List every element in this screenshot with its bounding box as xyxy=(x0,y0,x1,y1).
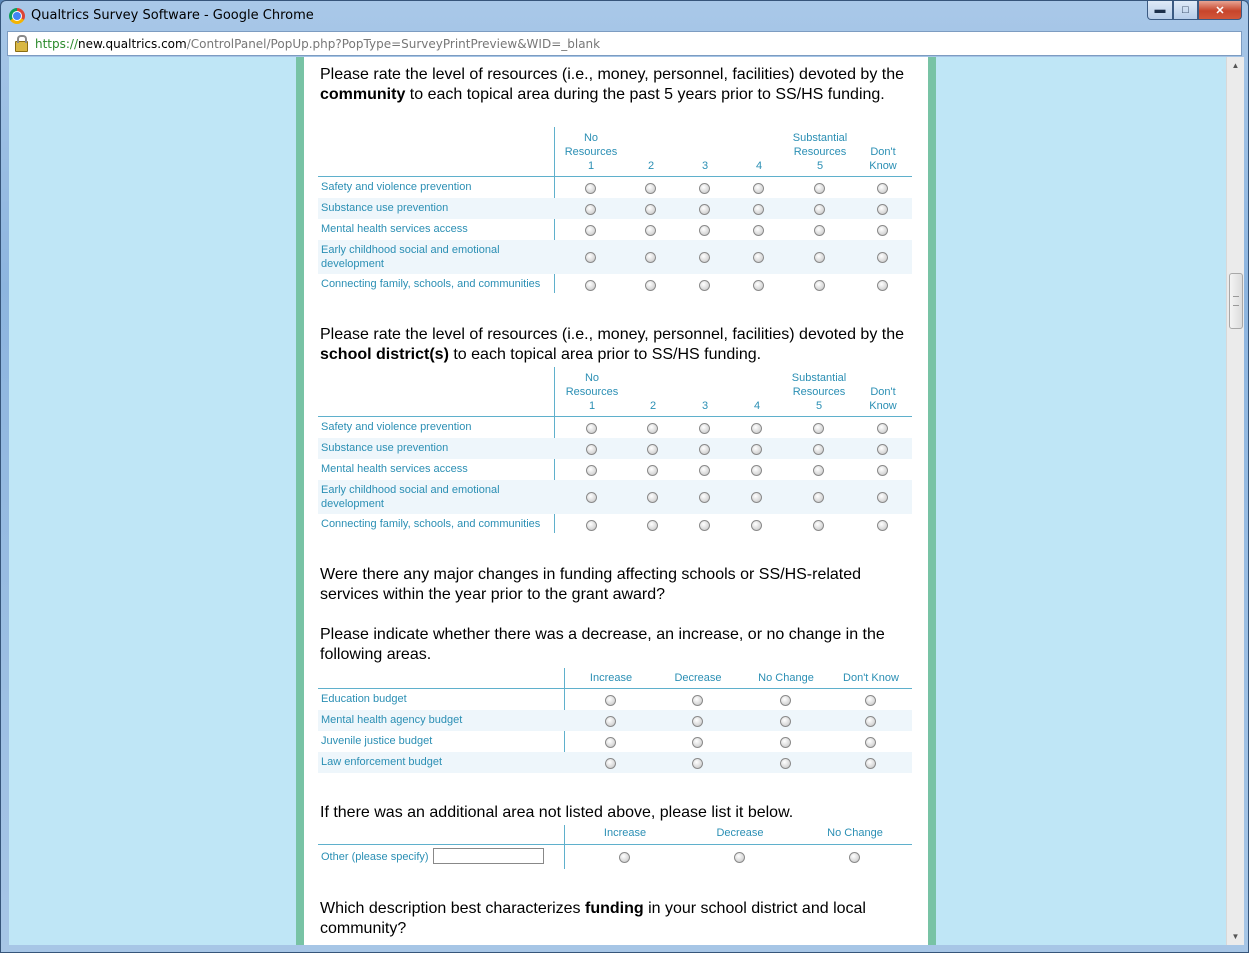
radio-button[interactable] xyxy=(647,492,658,503)
column-header-line: 3 xyxy=(701,400,709,412)
radio-button[interactable] xyxy=(645,252,656,263)
table-row xyxy=(318,198,912,219)
row-label: Other (please specify) xyxy=(321,851,429,863)
row-label xyxy=(321,441,448,455)
radio-button[interactable] xyxy=(753,225,764,236)
radio-button[interactable] xyxy=(865,758,876,769)
column-header-line: Increase xyxy=(589,672,633,684)
column-header-line: Know xyxy=(869,160,897,172)
row-label-line: development xyxy=(321,258,384,270)
column-header-line: Decrease xyxy=(674,672,722,684)
row-label xyxy=(321,462,468,476)
table-row xyxy=(318,177,912,198)
row-label xyxy=(321,277,540,291)
radio-button[interactable] xyxy=(877,423,888,434)
table-row xyxy=(318,274,912,295)
radio-button[interactable] xyxy=(605,695,616,706)
column-header-line: Resources xyxy=(792,386,846,398)
radio-button[interactable] xyxy=(877,492,888,503)
table-row xyxy=(318,459,912,480)
radio-button[interactable] xyxy=(645,225,656,236)
column-header-line: Resources xyxy=(564,146,618,158)
radio-button[interactable] xyxy=(813,465,824,476)
row-label xyxy=(321,713,462,727)
row-label-line: Education budget xyxy=(321,693,407,705)
row-label xyxy=(321,734,432,748)
radio-button[interactable] xyxy=(699,444,710,455)
radio-button[interactable] xyxy=(813,423,824,434)
radio-button[interactable] xyxy=(692,737,703,748)
table-row xyxy=(318,480,912,514)
column-header-line: 2 xyxy=(649,400,657,412)
column-header-line: Substantial xyxy=(792,132,848,144)
table-row xyxy=(318,417,912,438)
radio-button[interactable] xyxy=(734,852,745,863)
radio-button[interactable] xyxy=(780,758,791,769)
column-header-line: No xyxy=(584,372,600,384)
question-funding-changes: Were there any major changes in funding affecting schools or SS/HS-related services within the year prior to the grant award? xyxy=(320,566,862,603)
column-header-line: Resources xyxy=(565,386,619,398)
row-label xyxy=(321,243,500,271)
row-label-line: Safety and violence prevention xyxy=(321,181,472,193)
radio-button[interactable] xyxy=(647,465,658,476)
url-host: new.qualtrics.com xyxy=(78,37,187,51)
radio-button[interactable] xyxy=(865,737,876,748)
row-label-line: Early childhood social and emotional xyxy=(321,484,500,496)
close-button[interactable] xyxy=(1198,1,1242,20)
url-scheme: https:// xyxy=(35,37,79,51)
radio-button[interactable] xyxy=(585,280,596,291)
question-budget-changes: Please indicate whether there was a decrease, an increase, or no change in the following areas. xyxy=(320,626,885,663)
radio-button[interactable] xyxy=(753,183,764,194)
radio-button[interactable] xyxy=(849,852,860,863)
other-specify-input[interactable] xyxy=(433,848,544,864)
radio-button[interactable] xyxy=(814,204,825,215)
radio-button[interactable] xyxy=(753,204,764,215)
radio-button[interactable] xyxy=(751,492,762,503)
radio-button[interactable] xyxy=(814,183,825,194)
radio-button[interactable] xyxy=(699,225,710,236)
question-additional-area: If there was an additional area not listed above, please list it below. xyxy=(320,804,794,821)
radio-button[interactable] xyxy=(692,758,703,769)
radio-button[interactable] xyxy=(699,423,710,434)
radio-button[interactable] xyxy=(647,423,658,434)
column-header: Decrease xyxy=(716,827,764,839)
table-row xyxy=(318,710,912,731)
minimize-button[interactable] xyxy=(1147,1,1173,20)
radio-button[interactable] xyxy=(585,225,596,236)
radio-button[interactable] xyxy=(586,465,597,476)
scroll-down-icon[interactable]: ▼ xyxy=(1231,932,1240,941)
table-row xyxy=(318,845,912,869)
table-row xyxy=(318,689,912,710)
chrome-logo-icon xyxy=(9,8,25,24)
radio-button[interactable] xyxy=(780,737,791,748)
radio-button[interactable] xyxy=(586,492,597,503)
radio-button[interactable] xyxy=(647,444,658,455)
radio-button[interactable] xyxy=(586,520,597,531)
window-controls xyxy=(1147,1,1242,21)
radio-button[interactable] xyxy=(813,492,824,503)
matrix-additional-area xyxy=(318,825,912,869)
radio-button[interactable] xyxy=(877,465,888,476)
table-row xyxy=(318,731,912,752)
radio-button[interactable] xyxy=(699,183,710,194)
radio-button[interactable] xyxy=(780,716,791,727)
radio-button[interactable] xyxy=(692,695,703,706)
matrix-community-resources xyxy=(318,127,912,293)
column-header-line: No xyxy=(583,132,599,144)
column-header-line: Don't xyxy=(870,146,896,158)
radio-button[interactable] xyxy=(586,444,597,455)
radio-button[interactable] xyxy=(753,280,764,291)
row-label xyxy=(321,180,471,194)
column-header-line: Don't xyxy=(870,386,896,398)
row-label-line: Law enforcement budget xyxy=(321,756,443,768)
radio-button[interactable] xyxy=(605,737,616,748)
radio-button[interactable] xyxy=(699,520,710,531)
row-label xyxy=(321,483,500,511)
table-row xyxy=(318,240,912,274)
page-viewport xyxy=(9,57,1226,945)
radio-button[interactable] xyxy=(585,183,596,194)
column-header-line: 4 xyxy=(753,400,761,412)
row-label xyxy=(321,517,540,531)
column-header-line: Know xyxy=(869,400,897,412)
radio-button[interactable] xyxy=(751,465,762,476)
matrix-district-resources xyxy=(318,367,912,533)
radio-button[interactable] xyxy=(877,204,888,215)
radio-button[interactable] xyxy=(586,423,597,434)
radio-button[interactable] xyxy=(751,423,762,434)
row-label xyxy=(321,420,471,434)
column-header xyxy=(843,385,923,413)
row-label xyxy=(321,692,407,706)
row-label xyxy=(321,201,448,215)
radio-button[interactable] xyxy=(865,716,876,727)
question-community-resources: Please rate the level of resources (i.e., money, personnel, facilities) devoted by the community to each topical area during the past 5 years prior to SS/HS funding. xyxy=(320,66,905,103)
url-text[interactable] xyxy=(35,37,600,51)
radio-button[interactable] xyxy=(605,716,616,727)
column-header-line: Don't Know xyxy=(843,672,899,684)
column-header-line: 4 xyxy=(755,160,763,172)
radio-button[interactable] xyxy=(877,520,888,531)
table-row xyxy=(318,438,912,459)
table-row xyxy=(318,219,912,240)
radio-button[interactable] xyxy=(699,204,710,215)
row-label-line: Connecting family, schools, and communities xyxy=(321,518,541,530)
address-bar[interactable] xyxy=(7,31,1242,56)
radio-button[interactable] xyxy=(877,225,888,236)
radio-button[interactable] xyxy=(813,444,824,455)
column-header-line: 5 xyxy=(816,160,824,172)
radio-button[interactable] xyxy=(645,183,656,194)
radio-button[interactable] xyxy=(877,183,888,194)
column-header: No Change xyxy=(827,827,883,839)
column-header-line: 1 xyxy=(588,400,596,412)
row-label-line: Mental health services access xyxy=(321,463,468,475)
table-row xyxy=(318,514,912,535)
radio-button[interactable] xyxy=(605,758,616,769)
question-funding-description: Which description best characterizes funding in your school district and local community? xyxy=(320,900,866,937)
column-header-line: Resources xyxy=(793,146,847,158)
radio-button[interactable] xyxy=(585,204,596,215)
row-label-line: Substance use prevention xyxy=(321,442,449,454)
column-header xyxy=(746,671,826,685)
question-district-resources: Please rate the level of resources (i.e., money, personnel, facilities) devoted by the school district(s) to each topical area prior to SS/HS funding. xyxy=(320,326,905,363)
radio-button[interactable] xyxy=(751,520,762,531)
matrix-budget-changes xyxy=(318,668,912,772)
row-label-line: Connecting family, schools, and communities xyxy=(321,278,541,290)
column-header xyxy=(571,671,651,685)
column-header-line: 5 xyxy=(815,400,823,412)
radio-button[interactable] xyxy=(751,444,762,455)
column-header xyxy=(658,671,738,685)
radio-button[interactable] xyxy=(692,716,703,727)
column-header-line: 3 xyxy=(701,160,709,172)
radio-button[interactable] xyxy=(865,695,876,706)
maximize-button[interactable] xyxy=(1173,1,1198,20)
scroll-up-icon[interactable]: ▲ xyxy=(1231,61,1240,70)
row-label-line: Early childhood social and emotional xyxy=(321,244,500,256)
column-header: Increase xyxy=(603,827,647,839)
radio-button[interactable] xyxy=(647,520,658,531)
radio-button[interactable] xyxy=(699,280,710,291)
minimize-icon: ▬ xyxy=(1154,4,1166,16)
radio-button[interactable] xyxy=(699,252,710,263)
radio-button[interactable] xyxy=(645,280,656,291)
row-label-line: Substance use prevention xyxy=(321,202,449,214)
radio-button[interactable] xyxy=(877,280,888,291)
column-header-line: 1 xyxy=(587,160,595,172)
column-header xyxy=(831,671,911,685)
url-path: /ControlPanel/PopUp.php?PopType=SurveyPrintPreview&WID=_blank xyxy=(186,37,601,51)
row-label-line: Mental health services access xyxy=(321,223,468,235)
radio-button[interactable] xyxy=(699,492,710,503)
radio-button[interactable] xyxy=(814,280,825,291)
maximize-icon: □ xyxy=(1182,4,1189,16)
radio-button[interactable] xyxy=(814,252,825,263)
row-label-line: Safety and violence prevention xyxy=(321,421,472,433)
radio-button[interactable] xyxy=(813,520,824,531)
row-label xyxy=(321,755,442,769)
row-label-line: Mental health agency budget xyxy=(321,714,463,726)
radio-button[interactable] xyxy=(699,465,710,476)
row-label-line: Juvenile justice budget xyxy=(321,735,433,747)
radio-button[interactable] xyxy=(619,852,630,863)
radio-button[interactable] xyxy=(753,252,764,263)
column-header-line: No Change xyxy=(758,672,814,684)
title-bar[interactable] xyxy=(1,1,1248,31)
radio-button[interactable] xyxy=(814,225,825,236)
column-header xyxy=(843,145,923,173)
table-row xyxy=(318,752,912,773)
vertical-scrollbar[interactable] xyxy=(1226,57,1244,945)
radio-button[interactable] xyxy=(877,444,888,455)
radio-button[interactable] xyxy=(780,695,791,706)
row-label xyxy=(321,222,468,236)
radio-button[interactable] xyxy=(645,204,656,215)
window-title: Qualtrics Survey Software - Google Chrome xyxy=(31,8,314,23)
radio-button[interactable] xyxy=(585,252,596,263)
column-header-line: 2 xyxy=(647,160,655,172)
close-icon: ✕ xyxy=(1215,4,1225,17)
survey-frame xyxy=(296,57,936,945)
column-header-line: Substantial xyxy=(791,372,847,384)
lock-icon xyxy=(15,41,28,52)
row-label-line: development xyxy=(321,498,384,510)
scrollbar-thumb[interactable] xyxy=(1229,273,1243,329)
radio-button[interactable] xyxy=(877,252,888,263)
